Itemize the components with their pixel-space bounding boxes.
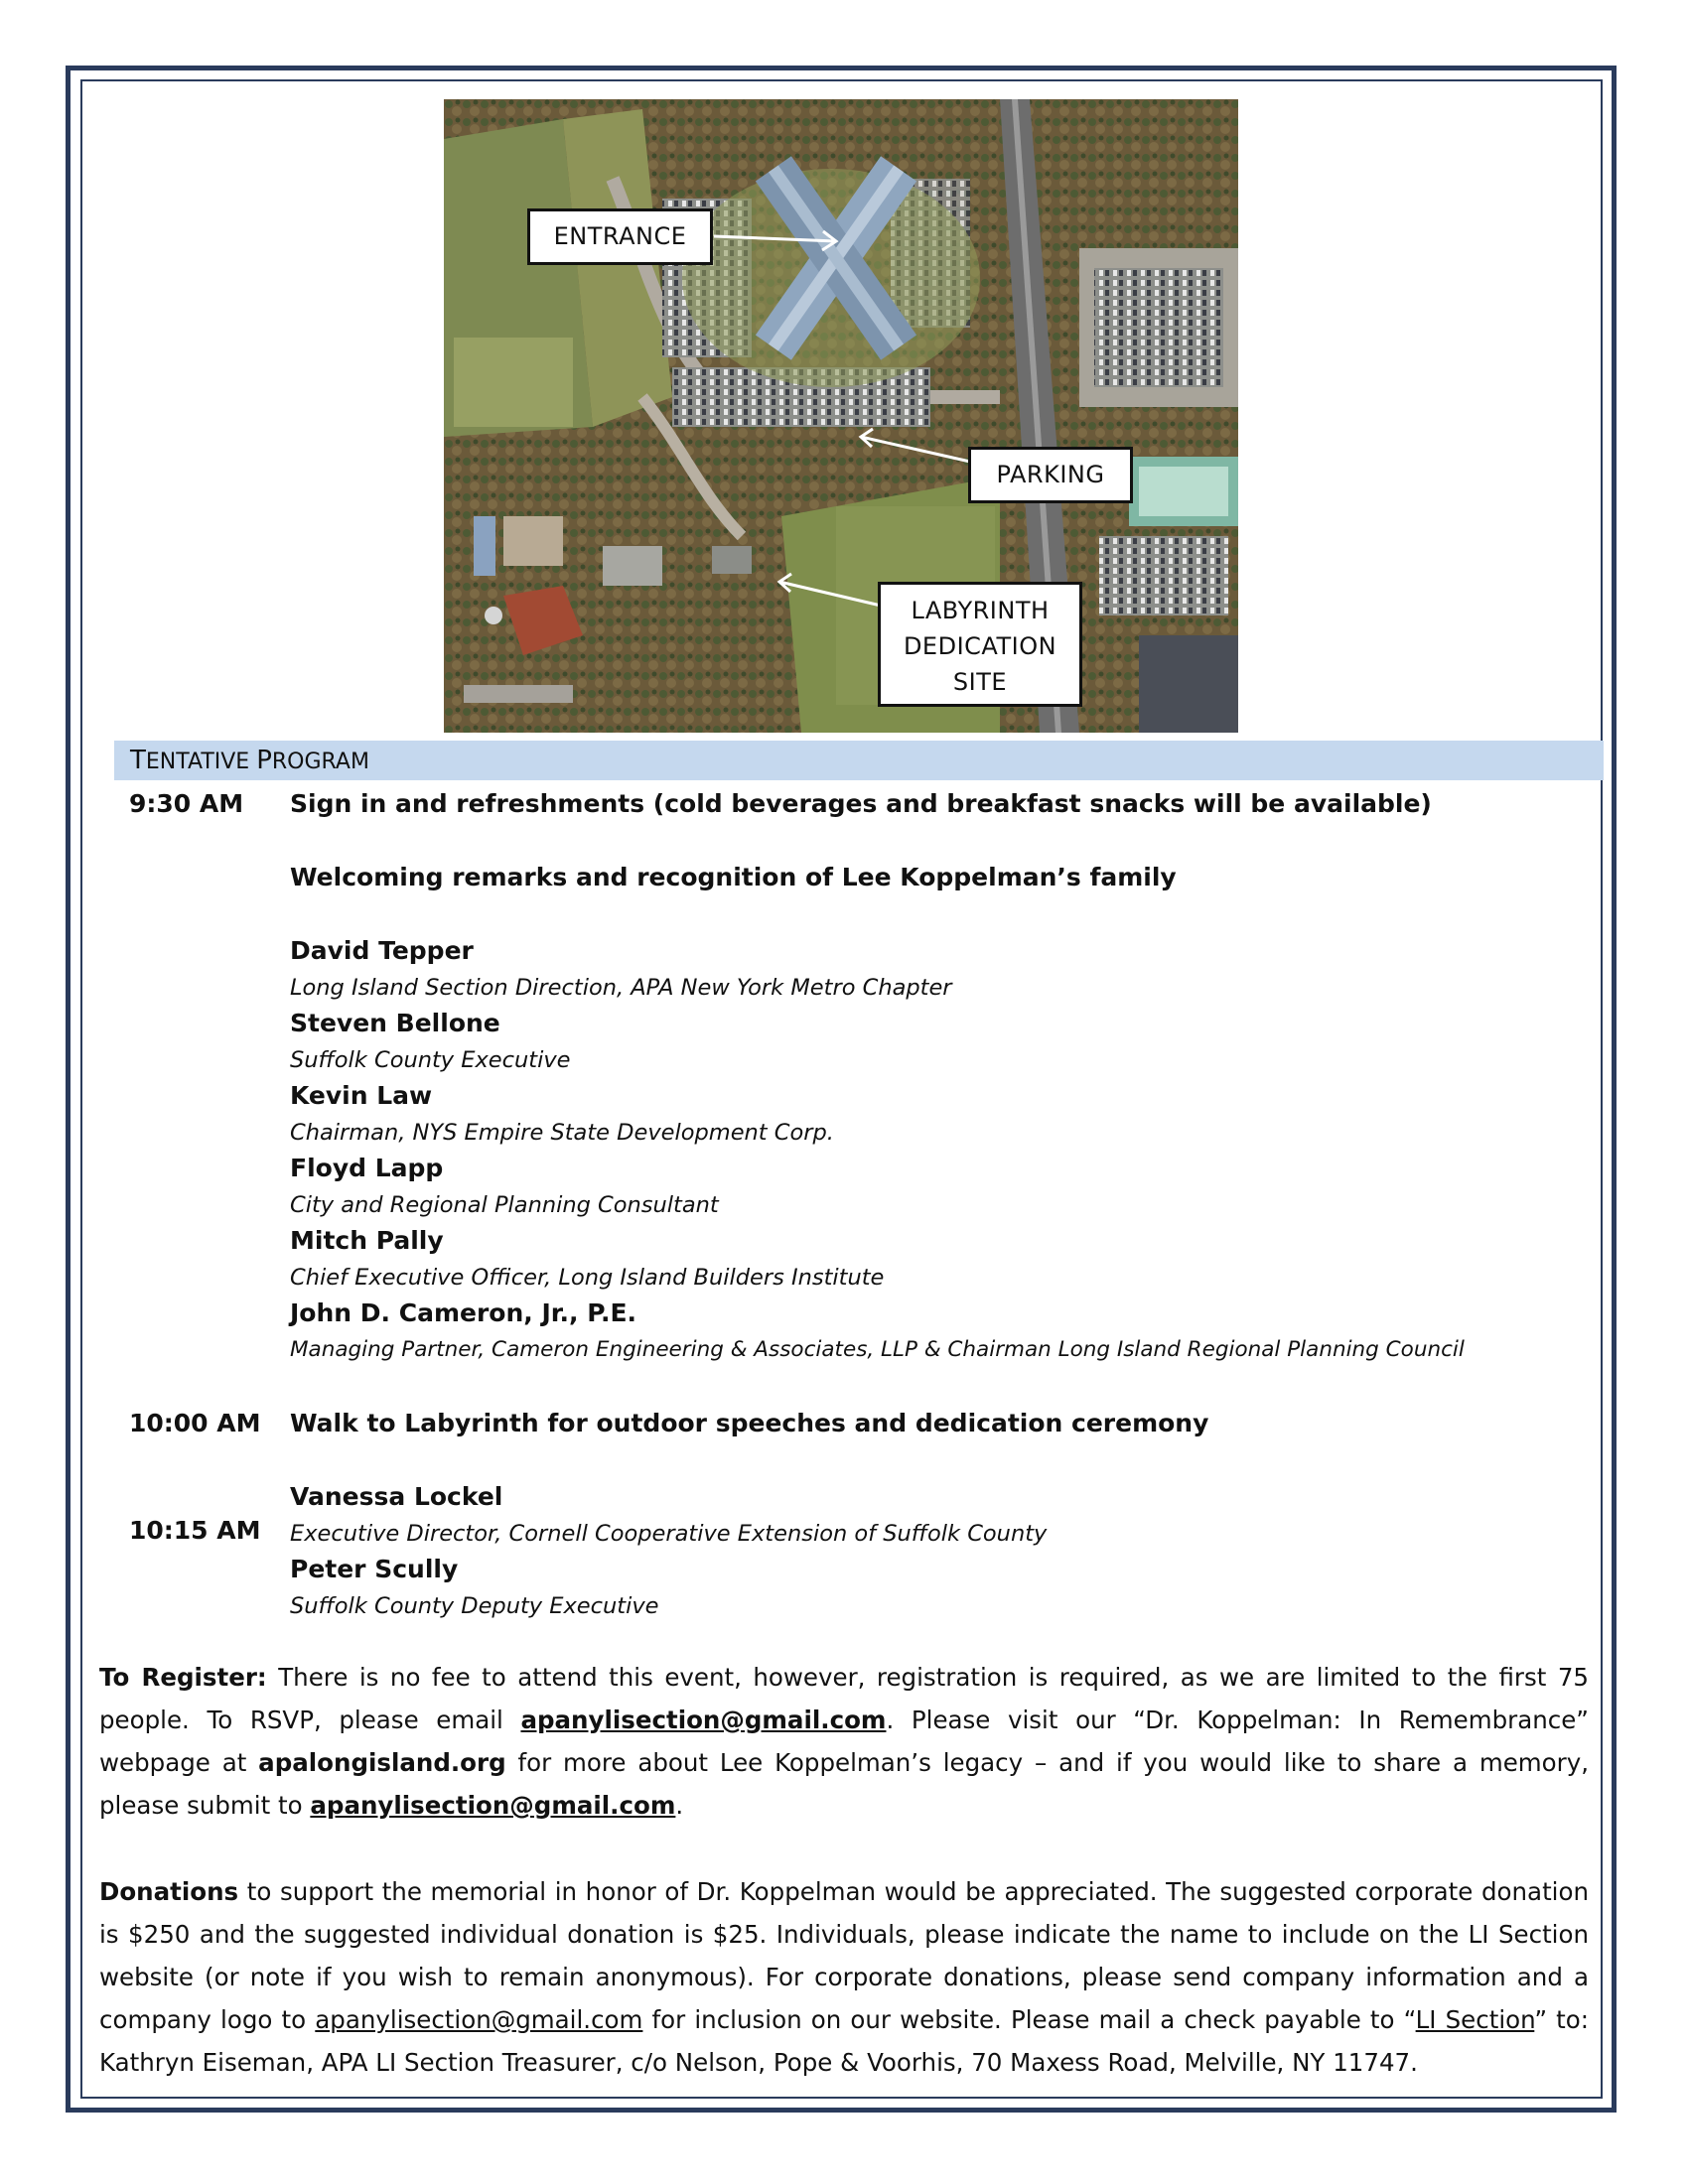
speaker-name: Mitch Pally xyxy=(290,1226,444,1255)
entrance-label: ENTRANCE xyxy=(527,208,713,265)
speaker-role: Long Island Section Direction, APA New York Metro Chapter xyxy=(290,975,952,1001)
aerial-map xyxy=(444,99,1238,733)
speaker-role: Executive Director, Cornell Cooperative Extension of Suffolk County xyxy=(290,1521,1048,1547)
email-link[interactable]: apanylisection@gmail.com xyxy=(520,1706,887,1734)
time-1000: 10:00 AM xyxy=(129,1409,261,1437)
time-930: 9:30 AM xyxy=(129,789,244,818)
register-text: . Please visit our “Dr. Koppelman: In Remembrance” webpage at xyxy=(99,1706,1589,1777)
donations-paragraph xyxy=(99,1870,1589,2084)
program-header-word2: ROGRAM xyxy=(271,750,369,774)
speaker-name: Floyd Lapp xyxy=(290,1154,444,1182)
parking-label: PARKING xyxy=(968,447,1133,503)
donations-text: ” to: Kathryn Eiseman, APA LI Section Treasurer, c/o Nelson, Pope & Voorhis, 70 Maxess Road, Melville, NY 11747. xyxy=(99,2005,1589,2077)
labyrinth-label-line3: SITE xyxy=(952,668,1008,696)
speaker-name: David Tepper xyxy=(290,936,474,965)
speaker-role: Chief Executive Officer, Long Island Builders Institute xyxy=(290,1265,885,1291)
speaker-name: John D. Cameron, Jr., P.E. xyxy=(290,1298,637,1327)
program-header-word1: ENTATIVE xyxy=(145,750,257,774)
speaker-name: Kevin Law xyxy=(290,1081,433,1110)
speaker-role: Suffolk County Executive xyxy=(290,1047,571,1073)
program-header-initial: T xyxy=(130,746,146,775)
program-header-initial2: P xyxy=(256,746,272,775)
register-text: There is no fee to attend this event, however, registration is required, as we are limited to the first 75 people. To RSVP, please email xyxy=(99,1663,1589,1734)
time-1015: 10:15 AM xyxy=(129,1516,261,1545)
donations-text: to support the memorial in honor of Dr. Koppelman would be appreciated. The suggested corporate donation is $250 and the suggested individual donation is $25. Individuals, please indicate the name to include on the LI Section website (or note if you wish to remain anonymous). For corporate donations, please send company information and a company logo to xyxy=(99,1877,1589,2034)
speaker-name: Vanessa Lockel xyxy=(290,1482,503,1511)
donations-text: for inclusion on our website. Please mail a check payable to “ xyxy=(642,2005,1416,2034)
payee-name: LI Section xyxy=(1415,2005,1535,2034)
speaker-name: Steven Bellone xyxy=(290,1009,500,1037)
speaker-role: Managing Partner, Cameron Engineering & Associates, LLP & Chairman Long Island Regional Planning Council xyxy=(290,1337,1465,1362)
register-paragraph xyxy=(99,1656,1589,1827)
program-header xyxy=(114,741,1604,780)
website-link[interactable]: apalongisland.org xyxy=(258,1748,506,1777)
donations-label: Donations xyxy=(99,1877,239,1906)
labyrinth-label xyxy=(878,582,1082,707)
labyrinth-label-line2: DEDICATION xyxy=(903,632,1057,660)
item-signin: Sign in and refreshments (cold beverages and breakfast snacks will be available) xyxy=(290,789,1432,818)
email-link[interactable]: apanylisection@gmail.com xyxy=(315,2005,643,2034)
register-label: To Register: xyxy=(99,1663,267,1692)
speaker-role: City and Regional Planning Consultant xyxy=(290,1192,719,1218)
register-text: . xyxy=(675,1791,684,1820)
labyrinth-label-line1: LABYRINTH xyxy=(911,597,1050,624)
item-welcome: Welcoming remarks and recognition of Lee Koppelman’s family xyxy=(290,863,1177,891)
email-link[interactable]: apanylisection@gmail.com xyxy=(310,1791,676,1820)
speaker-name: Peter Scully xyxy=(290,1555,459,1583)
speaker-role: Suffolk County Deputy Executive xyxy=(290,1593,659,1619)
register-text: for more about Lee Koppelman’s legacy – and if you would like to share a memory, please submit to xyxy=(99,1748,1589,1820)
item-walk: Walk to Labyrinth for outdoor speeches and dedication ceremony xyxy=(290,1409,1209,1437)
speaker-role: Chairman, NYS Empire State Development Corp. xyxy=(290,1120,834,1146)
map-arrows xyxy=(444,99,1238,733)
